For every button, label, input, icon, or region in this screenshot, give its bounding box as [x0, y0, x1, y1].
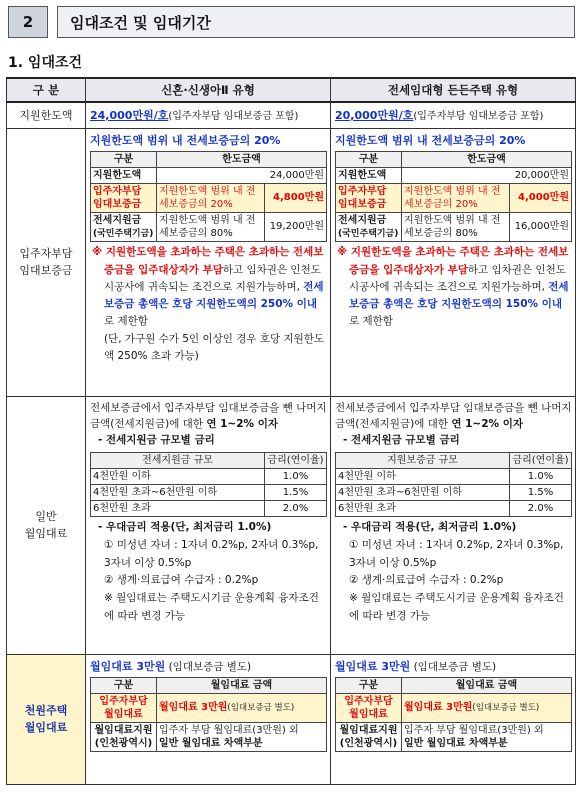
- inner-header: 구분: [91, 151, 157, 167]
- deposit-note: [90, 244, 327, 365]
- note-red: 지원한도액을 초과하는 주택은 초과하는 전세보증금을 입주대상자가 부담: [349, 246, 569, 276]
- inner-key-sub: (국민주택기금): [338, 228, 399, 239]
- rent-intro: [335, 400, 572, 433]
- rate-value: 1.5%: [510, 484, 572, 500]
- inner-key-sub: (인천광역시): [339, 737, 398, 749]
- inner-value: 19,200만원: [265, 212, 327, 242]
- deposit-breakdown-table: [90, 151, 327, 243]
- rent1000-table: [90, 677, 327, 752]
- note-end: 로 제한함: [104, 315, 148, 328]
- rate-range: 4천만원 이하: [336, 468, 510, 484]
- inner-key: 지원한도액: [91, 167, 157, 183]
- rent-note: (임대보증금 별도): [227, 703, 295, 714]
- rent1000-title: [90, 658, 327, 675]
- rent-red: 월임대료 3만원: [404, 702, 473, 714]
- inner-key-main: 월임대료지원: [339, 724, 398, 736]
- rate-value: 2.0%: [265, 500, 327, 516]
- inner-header: 구분: [336, 151, 402, 167]
- section-header: [8, 6, 575, 38]
- row-label-limit: 지원한도액: [7, 102, 86, 128]
- section-title: 임대조건 및 임대기간: [57, 6, 575, 38]
- rent-red: 월임대료 3만원: [159, 702, 228, 714]
- deposit-left: [86, 128, 331, 396]
- table-row-deposit: [7, 128, 576, 396]
- rate-row: [91, 484, 327, 500]
- inner-key: [91, 212, 157, 242]
- limit-right: [331, 102, 576, 128]
- table-header-row: [7, 78, 576, 102]
- inner-value: [157, 722, 327, 751]
- rate-range: 4천만원 이하: [91, 468, 265, 484]
- rent-intro-text: 전세보증금에서 입주자부담 임대보증금을 뺀 나머지 금액(전세지원금)에 대한: [335, 401, 572, 430]
- rent-right: [331, 396, 576, 654]
- note-mid: 하고 임차권은 인천도시공사에 귀속되는 조건으로 지원가능하며,: [349, 263, 566, 293]
- inner-key: 입주자부담 임대보증금: [336, 183, 402, 212]
- note-blue: 전세보증금 총액은 호당 지원한도액의 250% 이내: [104, 280, 324, 311]
- inner-header: 한도금액: [157, 151, 327, 167]
- rent1000-title-amount: 월임대료 3만원: [90, 659, 166, 673]
- rate-table: [90, 452, 327, 517]
- row-label-line: 임대보증금: [19, 264, 73, 277]
- row-label-line: 천원주택: [24, 703, 68, 717]
- inner-value: 20,000만원: [510, 167, 572, 183]
- inner-key: 입주자부담 월임대료: [91, 693, 157, 722]
- pref-title: - 우대금리 적용(단, 최저금리 1.0%): [343, 520, 517, 533]
- rental-conditions-table: [6, 77, 576, 785]
- inner-value: [402, 722, 572, 751]
- inner-header: 지원보증금 규모: [336, 452, 510, 468]
- inner-desc: 지원한도액 범위 내 전세보증금의 80%: [157, 212, 265, 242]
- inner-value: 24,000만원: [265, 167, 327, 183]
- rent-support-line: 입주자 부담 월임대료(3만원) 외: [159, 724, 299, 736]
- rent1000-title-note: (임대보증금 별도): [410, 660, 497, 673]
- inner-key: 지원한도액: [336, 167, 402, 183]
- rate-value: 2.0%: [510, 500, 572, 516]
- inner-header: 월임대료 금액: [157, 677, 327, 693]
- inner-desc: 지원한도액 범위 내 전세보증금의 20%: [402, 183, 510, 212]
- deposit-breakdown-table: [335, 151, 572, 243]
- limit-note: (입주자부담 임대보증금 포함): [413, 111, 544, 122]
- inner-key-sub: (인천광역시): [94, 737, 153, 749]
- rate-row: [91, 500, 327, 516]
- rate-value: 1.5%: [265, 484, 327, 500]
- rate-title: - 전세지원금 규모별 금리: [343, 434, 460, 447]
- table-row-1000-won: [7, 654, 576, 784]
- inner-header: 금리(연이율): [265, 452, 327, 468]
- inner-key-main: 전세지원금: [338, 214, 387, 226]
- header-category: 구 분: [7, 78, 86, 102]
- inner-key: [336, 212, 402, 242]
- rent-intro-bold: 연 1~2% 이자: [451, 417, 523, 430]
- inner-key: [91, 722, 157, 751]
- pref-title: - 우대금리 적용(단, 최저금리 1.0%): [98, 520, 272, 533]
- inner-value: 16,000만원: [510, 212, 572, 242]
- rent-support-line: 일반 월임대료 차액부분: [404, 737, 508, 749]
- inner-key: [336, 722, 402, 751]
- inner-header: 구분: [336, 677, 402, 693]
- rate-table: [335, 452, 572, 517]
- rent1000-title: [335, 658, 572, 675]
- inner-header: 월임대료 금액: [402, 677, 572, 693]
- rent-note: (임대보증금 별도): [472, 703, 540, 714]
- pref-note: ※ 월임대료는 주택도시기금 운용계획 융자조건에 따라 변경 가능: [349, 592, 564, 623]
- inner-header: 전세지원금 규모: [91, 452, 265, 468]
- rate-value: 1.0%: [510, 468, 572, 484]
- note-mid: 하고 임차권은 인천도시공사에 귀속되는 조건으로 지원가능하며,: [104, 263, 321, 293]
- rate-range: 4천만원 초과~6천만원 이하: [336, 484, 510, 500]
- inner-key-main: 전세지원금: [93, 214, 142, 226]
- inner-key: 입주자부담 월임대료: [336, 693, 402, 722]
- deposit-right: [331, 128, 576, 396]
- rate-row: [91, 468, 327, 484]
- row-label-1000-won: [7, 654, 86, 784]
- inner-value: [157, 693, 327, 722]
- row-label-rent: [7, 396, 86, 654]
- rent1000-left: [86, 654, 331, 784]
- row-label-line: 월임대료: [24, 527, 68, 540]
- rate-row: [336, 484, 572, 500]
- rent-intro: [90, 400, 327, 433]
- rate-range: 6천만원 초과: [91, 500, 265, 516]
- pref-item: ① 미성년 자녀 : 1자녀 0.2%p, 2자녀 0.3%p, 3자녀 이상 0.5%p: [104, 538, 319, 569]
- inner-header: 한도금액: [402, 151, 572, 167]
- rate-value: 1.0%: [265, 468, 327, 484]
- inner-key: 입주자부담 임대보증금: [91, 183, 157, 212]
- rate-range: 4천만원 초과~6천만원 이하: [91, 484, 265, 500]
- note-red: 지원한도액을 초과하는 주택은 초과하는 전세보증금을 입주대상자가 부담: [104, 246, 324, 276]
- rent-left: [86, 396, 331, 654]
- limit-amount: 24,000만원/호: [90, 109, 169, 122]
- inner-value: 4,800만원: [265, 183, 327, 212]
- inner-desc: 지원한도액 범위 내 전세보증금의 80%: [402, 212, 510, 242]
- rent1000-table: [335, 677, 572, 752]
- section-number: 2: [8, 6, 48, 38]
- row-label-line: 월임대료: [24, 721, 68, 734]
- pref-item: ② 생계·의료급여 수급자 : 0.2%p: [104, 574, 259, 587]
- limit-amount: 20,000만원/호: [335, 109, 414, 122]
- rent1000-title-note: (임대보증금 별도): [165, 660, 252, 673]
- rate-row: [336, 500, 572, 516]
- rent-support-line: 입주자 부담 월임대료(3만원) 외: [404, 724, 544, 736]
- inner-desc: 지원한도액 범위 내 전세보증금의 20%: [157, 183, 265, 212]
- rent-support-line: 일반 월임대료 차액부분: [159, 737, 263, 749]
- header-jeonse: 전세임대형 든든주택 유형: [331, 78, 576, 102]
- rate-row: [336, 468, 572, 484]
- note-extra: (단, 가구원 수가 5인 이상인 경우 호당 지원한도액 250% 초과 가능): [104, 332, 325, 363]
- pref-item: ② 생계·의료급여 수급자 : 0.2%p: [349, 574, 504, 587]
- note-mark: ※: [337, 246, 351, 259]
- rent1000-right: [331, 654, 576, 784]
- inner-value: 4,000만원: [510, 183, 572, 212]
- rent-intro-text: 전세보증금에서 입주자부담 임대보증금을 뺀 나머지 금액(전세지원금)에 대한: [90, 401, 327, 430]
- limit-note: (입주자부담 임대보증금 포함): [168, 111, 299, 122]
- subsection-title: 1. 임대조건: [8, 55, 83, 71]
- inner-key-sub: (국민주택기금): [93, 228, 154, 239]
- row-label-deposit: [7, 128, 86, 396]
- inner-header: 구분: [91, 677, 157, 693]
- inner-value: [402, 693, 572, 722]
- table-row-limit: [7, 102, 576, 128]
- inner-key-main: 월임대료지원: [94, 724, 153, 736]
- inner-header: 금리(연이율): [510, 452, 572, 468]
- row-label-line: 일반: [35, 509, 57, 523]
- rate-range: 6천만원 초과: [336, 500, 510, 516]
- rent-intro-bold: 연 1~2% 이자: [206, 417, 278, 430]
- deposit-title: 지원한도액 범위 내 전세보증금의 20%: [335, 133, 526, 147]
- table-row-rent: [7, 396, 576, 654]
- rent1000-title-amount: 월임대료 3만원: [335, 659, 411, 673]
- limit-left: [86, 102, 331, 128]
- deposit-note: [335, 244, 572, 331]
- note-blue: 전세보증금 총액은 호당 지원한도액의 150% 이내: [349, 280, 569, 311]
- row-label-line: 입주자부담: [19, 246, 73, 260]
- deposit-title: 지원한도액 범위 내 전세보증금의 20%: [90, 133, 281, 147]
- header-newlywed: 신혼·신생아Ⅱ 유형: [86, 78, 331, 102]
- pref-note: ※ 월임대료는 주택도시기금 운용계획 융자조건에 따라 변경 가능: [104, 592, 319, 623]
- pref-item: ① 미성년 자녀 : 1자녀 0.2%p, 2자녀 0.3%p, 3자녀 이상 0.5%p: [349, 538, 564, 569]
- rate-title: - 전세지원금 규모별 금리: [98, 434, 215, 447]
- note-mark: ※: [92, 246, 106, 259]
- note-end: 로 제한함: [349, 315, 393, 328]
